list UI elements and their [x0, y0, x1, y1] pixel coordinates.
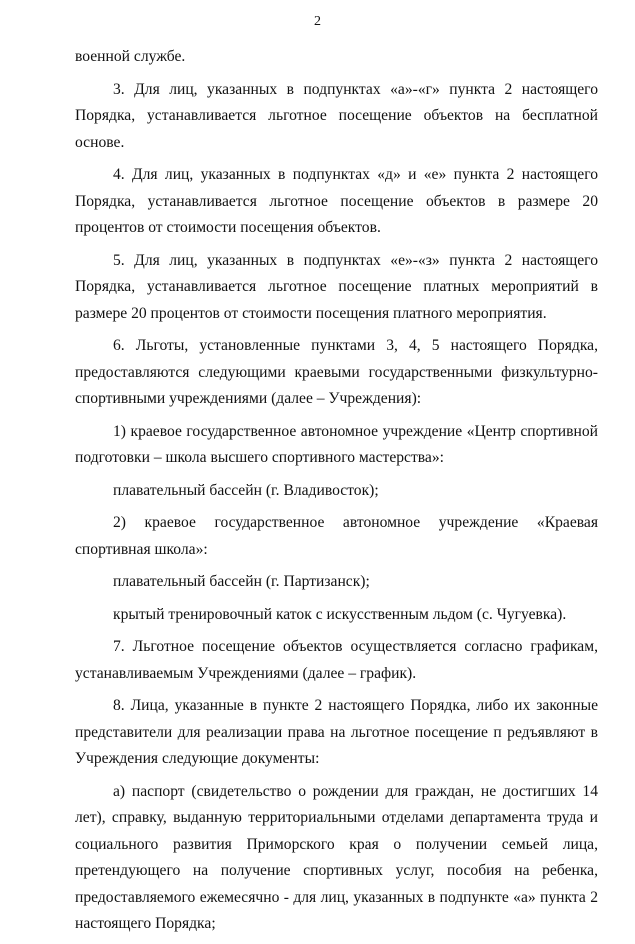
- paragraph: военной службе.: [75, 48, 186, 65]
- paragraph: крытый тренировочный каток с искусственным льдом (с. Чугуевка).: [113, 605, 567, 623]
- paragraph: 7. Льготное посещение объектов осуществляется согласно графикам, устанавливаемым Учреждениями (далее – график).: [75, 638, 598, 682]
- paragraph: 1) краевое государственное автономное учреждение «Центр спортивной подготовки – школа высшего спортивного мастерства»:: [75, 422, 598, 466]
- paragraph: плавательный бассейн (г. Владивосток);: [113, 481, 379, 499]
- paragraph: 6. Льготы, установленные пунктами 3, 4, 5 настоящего Порядка, предоставляются следующими краевыми государственными физкультурно-спортивными учреждениями (далее – Учреждения):: [75, 337, 598, 407]
- paragraph: 8. Лица, указанные в пункте 2 настоящего Порядка, либо их законные представители для реализации права на льготное посещение п редъявляют в Учреждения следующие документы:: [75, 697, 598, 767]
- page-number: 2: [314, 14, 321, 29]
- document-body: [75, 44, 598, 944]
- paragraph: плавательный бассейн (г. Партизанск);: [113, 573, 370, 590]
- paragraph: а) паспорт (свидетельство о рождении для граждан, не достигших 14 лет), справку, выданную территориальными отделами департамента труда и социального развития Приморского края о получении семьей лица, претендующего на получение спортивных услуг, пособия на ребенка, предоставляемого ежемесячно - для лиц, указанных в подпункте «а» пункта 2 настоящего Порядка;: [75, 782, 598, 932]
- paragraph: 2) краевое государственное автономное учреждение «Краевая спортивная школа»:: [75, 514, 598, 558]
- paragraph: 4. Для лиц, указанных в подпунктах «д» и «е» пункта 2 настоящего Порядка, устанавливается льготное посещение объектов в размере 20 процентов от стоимости посещения объектов.: [75, 166, 598, 236]
- paragraph: 3. Для лиц, указанных в подпунктах «а»-«г» пункта 2 настоящего Порядка, устанавливается льготное посещение объектов на бесплатной основе.: [75, 80, 598, 151]
- paragraph: 5. Для лиц, указанных в подпунктах «е»-«з» пункта 2 настоящего Порядка, устанавливается льготное посещение платных мероприятий в размере 20 процентов от стоимости посещения платного мероприятия.: [75, 251, 598, 322]
